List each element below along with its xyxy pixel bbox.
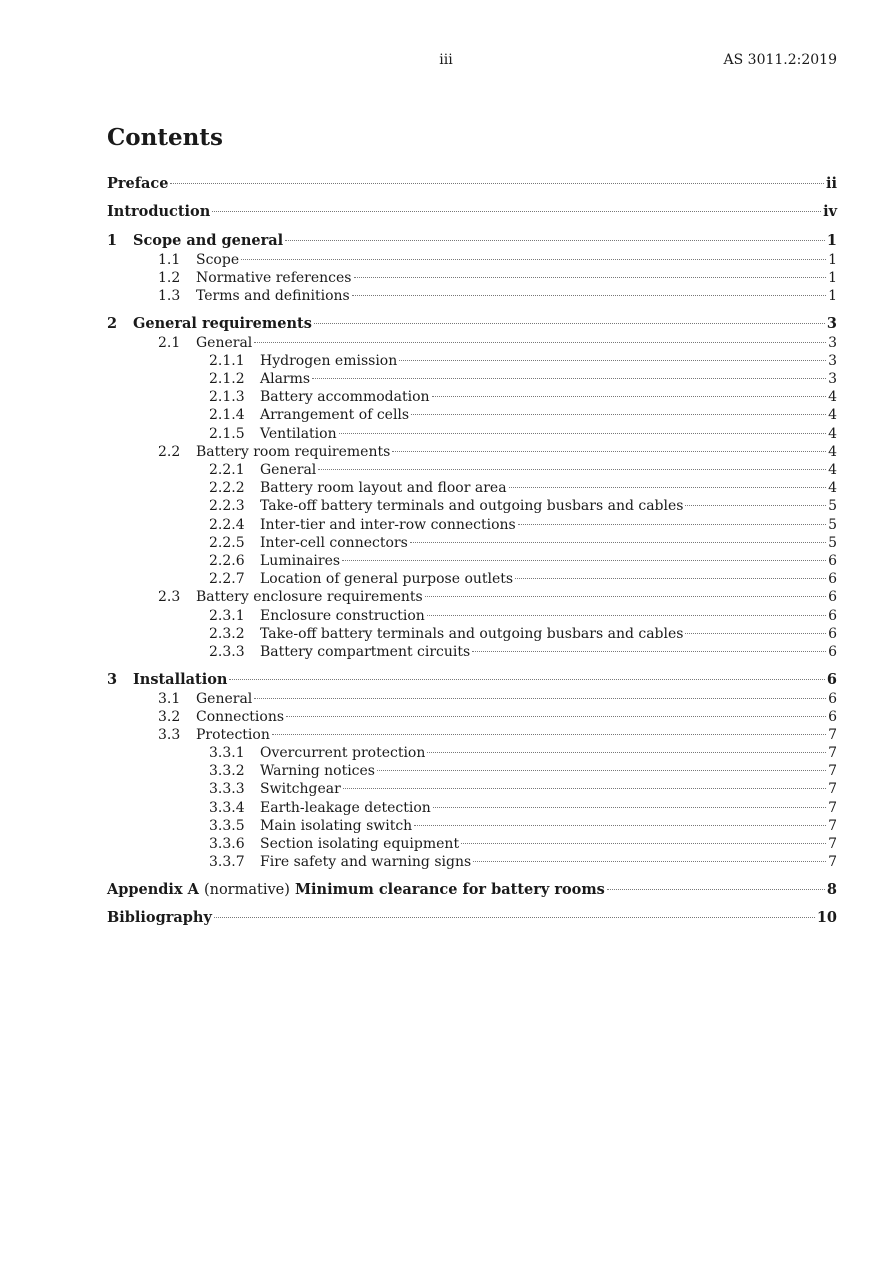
dot-leader: [354, 277, 827, 278]
dot-leader: [410, 542, 826, 543]
toc-entry-title: Earth-leakage detection: [260, 799, 431, 816]
toc-entry[interactable]: [107, 780, 837, 798]
toc-entry-number: 2.2: [158, 443, 181, 460]
toc-entry-page: 7: [828, 836, 837, 852]
toc-entry-number: 2.3.3: [209, 643, 245, 660]
toc-entry-title: Alarms: [260, 371, 311, 388]
toc-entry-page: 4: [828, 389, 837, 406]
dot-leader: [342, 560, 826, 561]
toc-entry-number: 2.2.2: [209, 480, 245, 497]
toc-entry[interactable]: [107, 314, 837, 334]
toc-entry[interactable]: [107, 726, 837, 744]
dot-leader: [214, 917, 815, 918]
toc-entry-page: 6: [828, 552, 837, 569]
toc-entry[interactable]: [107, 251, 837, 269]
toc-entry-title: Battery enclosure requirements: [196, 589, 423, 606]
toc-entry[interactable]: [107, 570, 837, 588]
toc-entry-number: 3.3.3: [209, 781, 245, 798]
toc-entry-number: 1.1: [158, 251, 181, 268]
toc-entry-page: 4: [828, 480, 837, 497]
toc-entry-title: Normative references: [196, 269, 352, 286]
toc-entry-page: 6: [828, 625, 837, 642]
dot-leader: [272, 734, 826, 735]
dot-leader: [312, 378, 826, 379]
toc-entry-title: Ventilation: [260, 425, 337, 442]
toc-entry-page: 6: [826, 670, 837, 688]
toc-entry-number: 1: [107, 231, 118, 249]
dot-leader: [607, 889, 825, 890]
toc-entry-title: Scope: [196, 251, 240, 268]
toc-entry-page: 5: [828, 516, 837, 533]
dot-leader: [399, 360, 826, 361]
toc-entry[interactable]: [107, 588, 837, 606]
dot-leader: [377, 770, 826, 771]
toc-entry-number: 2.3.1: [209, 607, 245, 624]
toc-entry-number: 3.3.6: [209, 836, 245, 852]
dot-leader: [411, 414, 826, 415]
toc-entry[interactable]: [107, 552, 837, 570]
toc-entry-page: 7: [828, 726, 837, 743]
toc-entry[interactable]: [107, 370, 837, 388]
toc-entry-page: 4: [828, 443, 837, 460]
toc-entry-title: Installation: [133, 670, 228, 688]
dot-leader: [433, 807, 826, 808]
toc-entry-number: 2.1.1: [209, 352, 245, 369]
toc-entry-title: Preface: [107, 175, 169, 192]
toc-entry-page: 6: [828, 571, 837, 588]
dot-leader: [352, 295, 826, 296]
toc-entry-title: Terms and definitions: [196, 288, 350, 305]
toc-entry-page: 6: [828, 708, 837, 725]
toc-entry-number: 2.1.4: [209, 407, 245, 424]
dot-leader: [515, 578, 826, 579]
toc-entry-title: Enclosure construction: [260, 607, 425, 624]
toc-entry-page: 4: [828, 462, 837, 479]
toc-entry-title: [107, 880, 605, 900]
toc-entry-title: General: [196, 690, 253, 707]
toc-entry-page: iv: [823, 203, 837, 221]
dot-leader: [170, 183, 824, 184]
toc-entry-page: ii: [825, 175, 837, 192]
toc-entry-page: 10: [816, 909, 837, 927]
toc-entry[interactable]: [107, 534, 837, 552]
toc-entry[interactable]: [107, 516, 837, 534]
toc-entry-number: 3.3.2: [209, 763, 245, 780]
toc-entry-title: Main isolating switch: [260, 817, 413, 834]
toc-entry-number: 3.3: [158, 726, 181, 743]
toc-entry-page: 1: [828, 288, 837, 305]
toc-entry-page: 5: [828, 498, 837, 515]
toc-entry-title-part: Appendix A: [107, 880, 199, 898]
toc-entry-number: 1.2: [158, 269, 181, 286]
dot-leader: [254, 698, 826, 699]
toc-entry[interactable]: [107, 853, 837, 871]
toc-entry-number: 2.2.3: [209, 498, 245, 515]
toc-entry-page: 7: [828, 763, 837, 780]
dot-leader: [414, 825, 826, 826]
toc-entry-number: 2.1.3: [209, 389, 245, 406]
toc-entry-page: 6: [828, 690, 837, 707]
toc-entry-title: Inter-tier and inter-row connections: [260, 516, 516, 533]
toc-entry-qualifier: (normative): [203, 881, 290, 898]
dot-leader: [286, 716, 826, 717]
toc-entry-title: Fire safety and warning signs: [260, 854, 472, 871]
toc-entry-number: 2.3: [158, 589, 181, 606]
dot-leader: [392, 451, 826, 452]
toc-entry-number: 2.2.4: [209, 516, 245, 533]
dot-leader: [472, 651, 826, 652]
dot-leader: [285, 240, 825, 241]
toc-entry[interactable]: [107, 625, 837, 643]
toc-entry-number: 2.2.6: [209, 552, 245, 569]
dot-leader: [461, 843, 826, 844]
toc-entry-title: General: [260, 462, 317, 479]
toc-entry[interactable]: [107, 269, 837, 287]
toc-entry[interactable]: [107, 744, 837, 762]
toc-entry[interactable]: [107, 908, 837, 928]
toc-entry-number: 2.1: [158, 334, 181, 351]
toc-entry-title: Arrangement of cells: [260, 407, 410, 424]
toc-entry-title: Take-off battery terminals and outgoing busbars and cables: [260, 498, 684, 515]
toc-entry-number: 2.2.5: [209, 534, 245, 551]
dot-leader: [685, 633, 826, 634]
dot-leader: [318, 469, 826, 470]
toc-entry[interactable]: [107, 762, 837, 780]
toc-entry-title: Take-off battery terminals and outgoing busbars and cables: [260, 625, 684, 642]
dot-leader: [229, 679, 824, 680]
toc-entry-title: Hydrogen emission: [260, 352, 398, 369]
toc-entry-page: 6: [828, 643, 837, 660]
dot-leader: [473, 861, 826, 862]
toc-entry[interactable]: [107, 835, 837, 853]
toc-entry-title: Battery compartment circuits: [260, 643, 471, 660]
dot-leader: [518, 524, 826, 525]
document-id: AS 3011.2:2019: [723, 52, 837, 68]
toc-entry-number: 2.1.5: [209, 425, 245, 442]
toc-entry-page: 4: [828, 425, 837, 442]
toc-entry[interactable]: [107, 670, 837, 690]
toc-entry[interactable]: [107, 231, 837, 251]
toc-entry-page: 7: [828, 745, 837, 762]
toc-entry-title: General requirements: [133, 314, 312, 332]
dot-leader: [212, 211, 821, 212]
toc-entry[interactable]: [107, 607, 837, 625]
toc-entry-page: 3: [828, 371, 837, 388]
toc-entry-title: Section isolating equipment: [260, 836, 460, 852]
toc-entry-page: 1: [826, 231, 837, 249]
toc-entry-page: 6: [828, 589, 837, 606]
toc-entry[interactable]: [107, 799, 837, 817]
toc-entry[interactable]: [107, 406, 837, 424]
toc-entry-title: Switchgear: [260, 781, 341, 798]
dot-leader: [427, 615, 826, 616]
toc-entry-number: 2.3.2: [209, 625, 245, 642]
toc-entry-title: Location of general purpose outlets: [260, 571, 514, 588]
toc-entry-title: Battery room layout and floor area: [260, 480, 507, 497]
toc-entry-page: 6: [828, 607, 837, 624]
toc-entry-title-part: Minimum clearance for battery rooms: [294, 880, 605, 898]
toc-entry-number: 1.3: [158, 288, 181, 305]
toc-entry-title: Warning notices: [260, 763, 375, 780]
toc-entry-title: Introduction: [107, 203, 211, 221]
dot-leader: [432, 396, 827, 397]
toc-entry[interactable]: [107, 202, 837, 222]
toc-entry-title: General: [196, 334, 253, 351]
toc-entry-page: 8: [826, 880, 837, 898]
toc-entry-number: 2.2.7: [209, 571, 245, 588]
toc-entry-title: Overcurrent protection: [260, 745, 426, 762]
toc-entry-title: Connections: [196, 708, 285, 725]
toc-entry-page: 7: [828, 854, 837, 871]
toc-entry[interactable]: [107, 497, 837, 515]
toc-entry[interactable]: [107, 880, 837, 900]
toc-entry-page: 7: [828, 817, 837, 834]
toc-entry[interactable]: [107, 643, 837, 661]
toc-entry-number: 3: [107, 670, 118, 688]
toc-entry[interactable]: [107, 708, 837, 726]
toc-entry-number: 3.3.4: [209, 799, 245, 816]
page-number: iii: [439, 52, 453, 68]
toc-entry[interactable]: [107, 352, 837, 370]
toc-entry[interactable]: [107, 425, 837, 443]
toc-entry[interactable]: [107, 388, 837, 406]
dot-leader: [241, 259, 826, 260]
toc-entry-title: Bibliography: [107, 909, 212, 927]
dot-leader: [427, 752, 826, 753]
toc-entry-title: Luminaires: [260, 552, 341, 569]
toc-entry-page: 7: [828, 781, 837, 798]
toc-entry-page: 3: [828, 334, 837, 351]
toc-entry[interactable]: [107, 443, 837, 461]
toc-entry[interactable]: [107, 461, 837, 479]
toc-entry-title: Protection: [196, 726, 270, 743]
toc-entry[interactable]: [107, 817, 837, 835]
toc-entry-number: 3.3.1: [209, 745, 245, 762]
toc-entry-page: 1: [828, 269, 837, 286]
toc-entry[interactable]: [107, 479, 837, 497]
toc-entry-number: 3.3.7: [209, 854, 245, 871]
toc-entry-number: 2.2.1: [209, 462, 245, 479]
table-of-contents: [107, 174, 837, 928]
toc-entry-page: 4: [828, 407, 837, 424]
dot-leader: [339, 433, 826, 434]
toc-entry-number: 3.1: [158, 690, 181, 707]
toc-entry-number: 2.1.2: [209, 371, 245, 388]
toc-entry-page: 5: [828, 534, 837, 551]
page-title: Contents: [107, 124, 223, 151]
dot-leader: [425, 596, 826, 597]
dot-leader: [343, 788, 826, 789]
toc-entry-page: 3: [828, 352, 837, 369]
dot-leader: [314, 323, 825, 324]
toc-entry[interactable]: [107, 287, 837, 305]
toc-entry-title: Inter-cell connectors: [260, 534, 408, 551]
toc-entry-number: 2: [107, 314, 118, 332]
toc-entry-title: Battery room requirements: [196, 443, 391, 460]
toc-entry-number: 3.2: [158, 708, 181, 725]
dot-leader: [685, 505, 826, 506]
toc-entry[interactable]: [107, 334, 837, 352]
toc-entry-title: Battery accommodation: [260, 389, 430, 406]
toc-entry-page: 3: [826, 314, 837, 332]
dot-leader: [509, 487, 827, 488]
toc-entry[interactable]: [107, 174, 837, 194]
dot-leader: [254, 342, 826, 343]
toc-entry-page: 7: [828, 799, 837, 816]
toc-entry-number: 3.3.5: [209, 817, 245, 834]
toc-entry-page: 1: [828, 251, 837, 268]
toc-entry[interactable]: [107, 690, 837, 708]
toc-entry-title: Scope and general: [133, 231, 284, 249]
